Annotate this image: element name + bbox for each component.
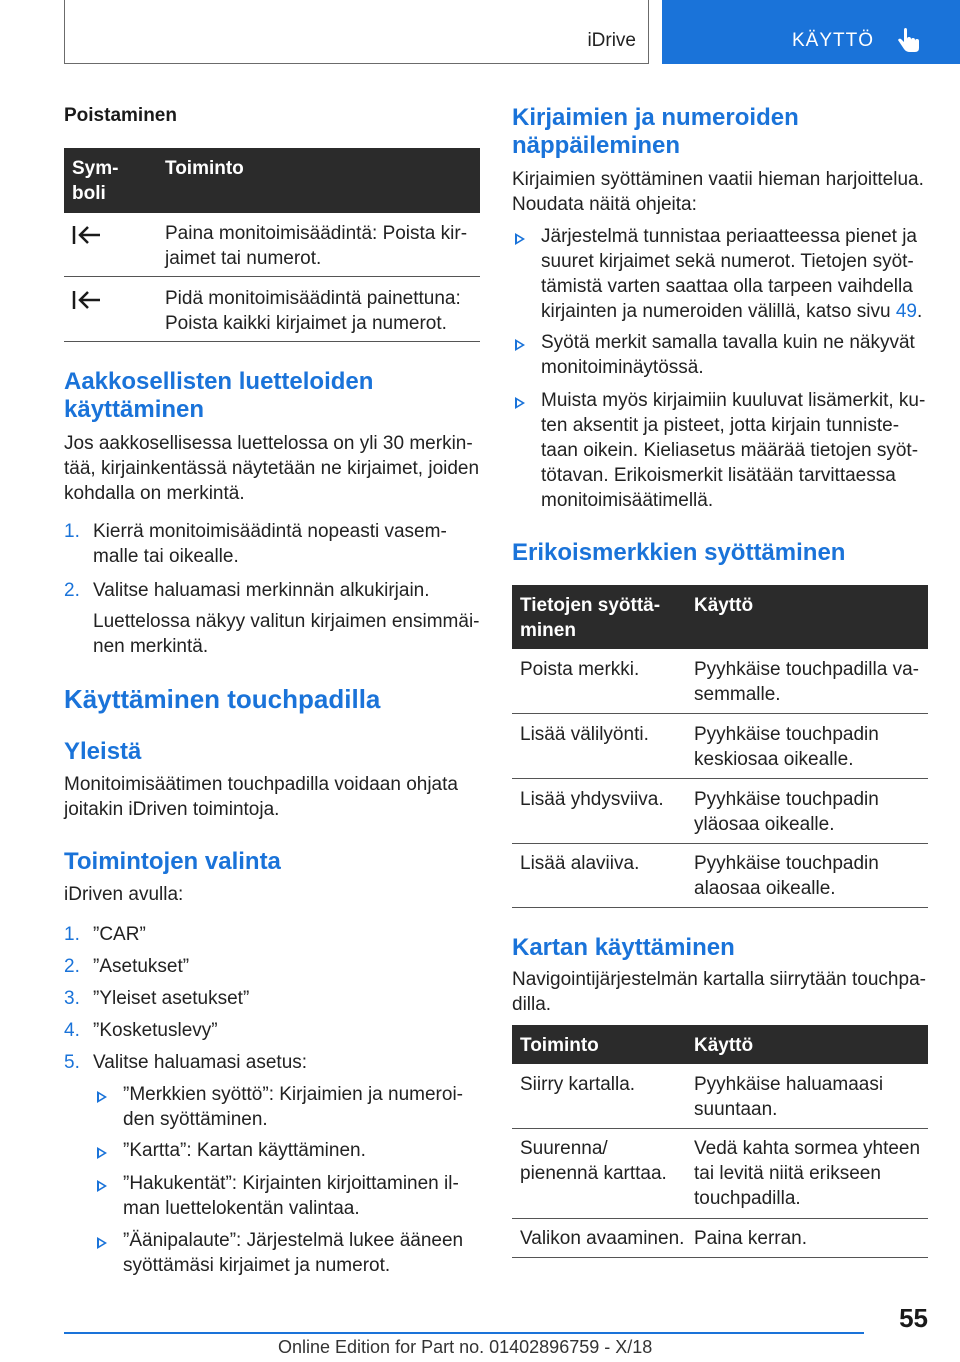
list-number: 2.	[64, 956, 80, 977]
list-number: 2.	[64, 580, 80, 601]
backspace-icon	[72, 224, 102, 246]
divider	[512, 1218, 928, 1219]
list-item: Kierrä monitoimisäädintä nopeasti vasem- malle tai oikealle.	[93, 521, 447, 567]
header-symbol: Sym- boli	[72, 158, 119, 204]
table-cell: Poista merkki.	[520, 659, 640, 680]
header-box	[64, 0, 649, 64]
table-cell: Pyyhkäise haluamaasi suuntaan.	[694, 1074, 884, 1120]
divider	[512, 907, 928, 908]
nappailu-body: Kirjaimien syöttäminen vaatii hieman harjoittelua. Noudata näitä ohjeita:	[512, 169, 924, 215]
header-function: Toiminto	[165, 158, 244, 179]
header-tab-label: KÄYTTÖ	[792, 30, 875, 51]
list-number: 5.	[64, 1052, 80, 1073]
list-item: ”CAR”	[93, 924, 146, 945]
bullet-text: Järjestelmä tunnistaa periaatteessa pienet ja suuret kirjaimet sekä numerot. Tietojen syöt- tämistä varten saattaa olla tarpeen vaihdella kirjainten ja numeroiden välillä, katso sivu	[541, 226, 918, 322]
list-item: ”Kosketuslevy”	[93, 1020, 218, 1041]
list-item: ”Asetukset”	[93, 956, 190, 977]
divider	[64, 341, 480, 342]
divider	[512, 1257, 928, 1258]
table-header	[512, 585, 928, 649]
table-cell: Pyyhkäise touchpadilla va- semmalle.	[694, 659, 919, 705]
table-header	[512, 1025, 928, 1064]
divider	[64, 276, 480, 277]
bullet-item: ”Kartta”: Kartan käyttäminen.	[123, 1140, 366, 1161]
erikois-title: Erikoismerkkien syöttäminen	[512, 539, 846, 566]
poistaminen-title: Poistaminen	[64, 105, 177, 126]
table-cell: Siirry kartalla.	[520, 1074, 636, 1095]
bullet-triangle-icon	[97, 1091, 107, 1103]
divider	[512, 778, 928, 779]
header-usage: Käyttö	[694, 1035, 754, 1056]
list-number: 4.	[64, 1020, 80, 1041]
list-number: 1.	[64, 924, 80, 945]
bullet-item: ”Merkkien syöttö”: Kirjaimien ja numeroi- den syöttäminen.	[123, 1084, 463, 1130]
aakkos-body: Jos aakkosellisessa luettelossa on yli 30 merkin- tää, kirjainkentässä näytetään ne kirjaimet, joiden kohdalla on merkintä.	[64, 433, 480, 504]
table-cell: Lisää yhdysviiva.	[520, 789, 664, 810]
page-link[interactable]: 49	[895, 301, 917, 322]
valinta-intro: iDriven avulla:	[64, 884, 184, 905]
bullet-triangle-icon	[515, 339, 525, 351]
list-item: Valitse haluamasi merkinnän alkukirjain.	[93, 580, 430, 601]
bullet-item: Syötä merkit samalla tavalla kuin ne näkyvät monitoiminäytössä.	[541, 332, 915, 378]
bullet-item: ”Äänipalaute”: Järjestelmä lukee ääneen syöttämäsi kirjaimet ja numerot.	[123, 1230, 464, 1276]
bullet-item: ”Hakukentät”: Kirjainten kirjoittaminen il- man luettelokentän valintaa.	[123, 1173, 459, 1219]
kartta-body: Navigointijärjestelmän kartalla siirrytään touchpa- dilla.	[512, 969, 926, 1015]
table-cell: Pyyhkäise touchpadin yläosaa oikealle.	[694, 789, 879, 835]
header-section-title: iDrive	[587, 30, 636, 51]
table-cell: Lisää alaviiva.	[520, 853, 640, 874]
backspace-icon	[72, 289, 102, 311]
table-cell: Valikon avaaminen.	[520, 1228, 685, 1249]
table-cell: Suurenna/ pienennä karttaa.	[520, 1138, 667, 1184]
yleista-title: Yleistä	[64, 738, 142, 765]
table-cell: Lisää välilyönti.	[520, 724, 649, 745]
valinta-title: Toimintojen valinta	[64, 848, 281, 875]
bullet-triangle-icon	[97, 1237, 107, 1249]
page-number: 55	[899, 1303, 928, 1333]
table-cell: Pyyhkäise touchpadin keskiosaa oikealle.	[694, 724, 879, 770]
list-number: 1.	[64, 521, 80, 542]
table-header	[64, 148, 480, 213]
bullet-triangle-icon	[97, 1147, 107, 1159]
aakkos-note: Luettelossa näkyy valitun kirjaimen ensimmäi- nen merkintä.	[93, 611, 480, 657]
table-cell: Pyyhkäise touchpadin alaosaa oikealle.	[694, 853, 879, 899]
table-cell: Paina kerran.	[694, 1228, 808, 1249]
divider	[512, 1128, 928, 1129]
footer-rule	[64, 1332, 864, 1334]
table-row: Paina monitoimisäädintä: Poista kir- jaimet tai numerot.	[165, 223, 468, 269]
header-usage: Käyttö	[694, 595, 754, 616]
bullet-item	[541, 224, 922, 324]
bullet-triangle-icon	[515, 397, 525, 409]
header-tab	[662, 0, 960, 64]
divider	[512, 843, 928, 844]
aakkos-title: Aakkosellisten luetteloiden käyttäminen	[64, 368, 374, 423]
header-input: Tietojen syöttä- minen	[520, 595, 661, 641]
touchpad-title: Käyttäminen touchpadilla	[64, 684, 381, 714]
yleista-body: Monitoimisäätimen touchpadilla voidaan ohjata joitakin iDriven toimintoja.	[64, 774, 458, 820]
list-number: 3.	[64, 988, 80, 1009]
kartta-title: Kartan käyttäminen	[512, 934, 735, 961]
bullet-item: Muista myös kirjaimiin kuuluvat lisämerkit, ku- ten aksentit ja pisteet, jotta kirjain tunniste- taan oikein. Kieliasetus määrää tietojen syöt- tötavan. Erikoismerkit lisätään tarvittaessa monitoimisäätimellä.	[541, 390, 926, 511]
divider	[512, 713, 928, 714]
bullet-triangle-icon	[97, 1180, 107, 1192]
header-function: Toiminto	[520, 1035, 599, 1056]
table-row: Pidä monitoimisäädintä painettuna: Poista kaikki kirjaimet ja numerot.	[165, 288, 461, 334]
table-cell: Vedä kahta sormea yhteen tai levitä niitä erikseen touchpadilla.	[694, 1138, 921, 1209]
list-item: ”Yleiset asetukset”	[93, 988, 250, 1009]
bullet-tail: .	[916, 301, 923, 322]
hand-pointer-icon	[895, 27, 923, 55]
bullet-triangle-icon	[515, 233, 525, 245]
nappailu-title: Kirjaimien ja numeroiden näppäileminen	[512, 104, 799, 159]
list-item: Valitse haluamasi asetus:	[93, 1052, 308, 1073]
footer-edition: Online Edition for Part no. 01402896759 - X/18	[278, 1337, 653, 1357]
